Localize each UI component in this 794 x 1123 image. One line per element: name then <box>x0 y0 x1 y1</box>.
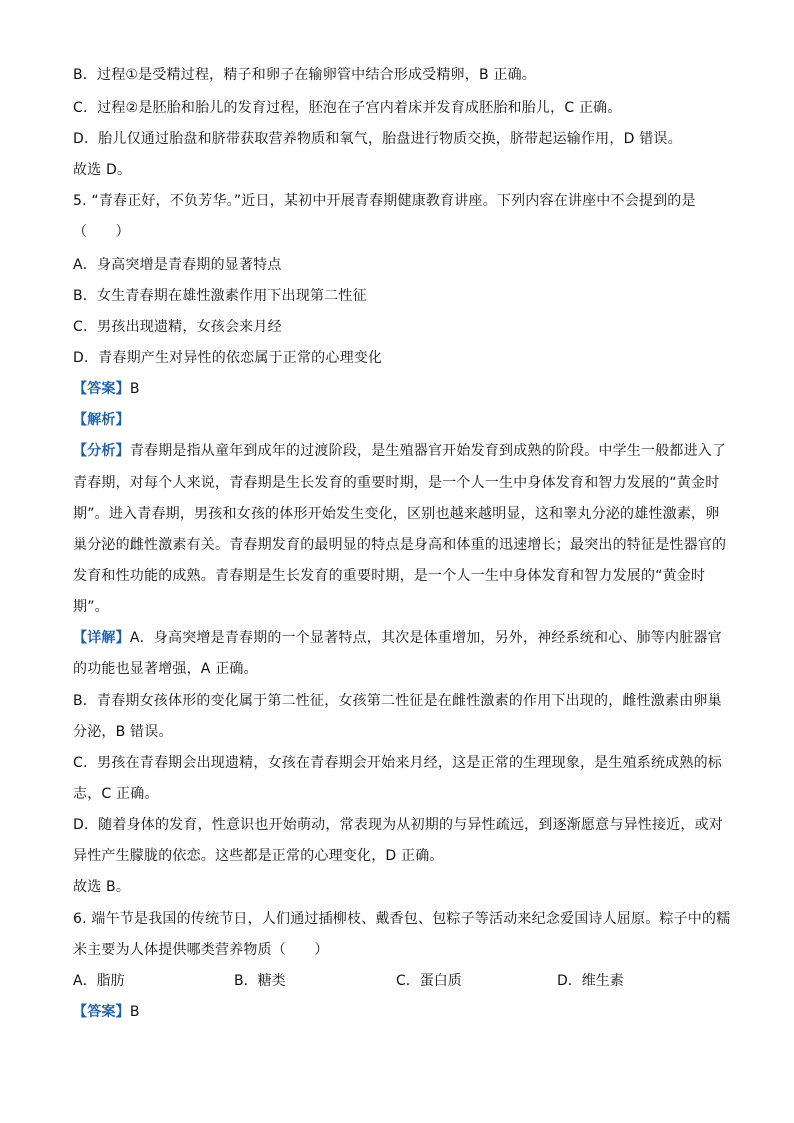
q5-fenxi-line-1 <box>73 440 734 462</box>
q5-fenxi-line-6: 期”。 <box>73 599 109 615</box>
q6-stem-line-1: 6. 端午节是我国的传统节日，人们通过插柳枝、戴香包、包粽子等活动来纪念爱国诗人屈原。粽子中的糯 <box>73 911 731 927</box>
q6-stem-line-2: 米主要为人体提供哪类营养物质（ ） <box>73 942 329 958</box>
q5-fenxi-line-3: 期”。进入青春期，男孩和女孩的体形开始发生变化，区别也越来越明显，这和睾丸分泌的雄性激素，卵 <box>73 506 720 522</box>
q5-xiangjie-line-5: C．男孩在青春期会出现遗精，女孩在青春期会开始来月经，这是正常的生理现象，是生殖系统成熟的标 <box>73 755 722 771</box>
q4-option-c-explanation: C．过程②是胚胎和胎儿的发育过程，胚泡在子宫内着床并发育成胚胎和胎儿，C 正确。 <box>73 100 622 116</box>
jiexi-tag: 【解析】 <box>73 412 130 428</box>
q5-option-c: C．男孩出现遗精，女孩会来月经 <box>73 319 282 335</box>
q5-xiangjie-line-4: 分泌，B 错误。 <box>73 724 173 740</box>
xiangjie-tag: 【详解】 <box>73 630 130 646</box>
q4-option-d-explanation: D．胎儿仅通过胎盘和脐带获取营养物质和氧气，胎盘进行物质交换，脐带起运输作用，D 错误。 <box>73 131 682 147</box>
q5-fenxi-line-2: 青春期，对每个人来说，青春期是生长发育的重要时期，是一个人一生中身体发育和智力发展的“黄金时 <box>73 475 720 491</box>
answer-tag: 【答案】 <box>73 1004 130 1020</box>
q6-option-a: A．脂肪 <box>73 973 125 989</box>
q5-conclusion: 故选 B。 <box>73 879 131 895</box>
q5-xiangjie-line-1 <box>73 627 734 649</box>
q5-fenxi-line-5: 发育和性功能的成熟。青春期是生长发育的重要时期，是一个人一生中身体发育和智力发展的“黄金时 <box>73 568 706 584</box>
fenxi-tag: 【分析】 <box>73 443 130 459</box>
answer-value: B <box>129 1004 140 1020</box>
answer-value: B <box>129 381 140 397</box>
q5-xiangjie-line-6: 志，C 正确。 <box>73 786 159 802</box>
q5-stem-line-1: 5. “青春正好，不负芳华。”近日，某初中开展青春期健康教育讲座。下列内容在讲座中不会提到的是 <box>73 193 696 209</box>
q5-xiangjie-line-8: 异性产生朦胧的依恋。这些都是正常的心理变化，D 正确。 <box>73 848 444 864</box>
q5-option-a: A．身高突增是青春期的显著特点 <box>73 257 282 273</box>
answer-tag: 【答案】 <box>73 381 130 397</box>
q5-fenxi-line-4: 巢分泌的雌性激素有关。青春期发育的最明显的特点是身高和体重的迅速增长；最突出的特征是性器官的 <box>73 537 727 553</box>
q5-stem-line-2: （ ） <box>73 224 130 240</box>
q4-option-b-explanation: B．过程①是受精过程，精子和卵子在输卵管中结合形成受精卵，B 正确。 <box>73 67 537 83</box>
q5-xiangjie-line-3: B．青春期女孩体形的变化属于第二性征，女孩第二性征是在雌性激素的作用下出现的，雌性激素由卵巢 <box>73 693 722 709</box>
q5-option-b: B．女生青春期在雄性激素作用下出现第二性征 <box>73 288 367 304</box>
q5-option-d: D．青春期产生对异性的依恋属于正常的心理变化 <box>73 350 383 366</box>
q5-xiangjie-line-7: D．随着身体的发育，性意识也开始萌动，常表现为从初期的与异性疏远，到逐渐愿意与异性接近，或对 <box>73 817 723 833</box>
q6-option-c: C．蛋白质 <box>396 973 462 989</box>
q5-answer <box>73 378 734 400</box>
q5-xiangjie-line-2: 的功能也显著增强，A 正确。 <box>73 661 258 677</box>
q6-option-d: D．维生素 <box>557 973 624 989</box>
q5-jiexi-heading <box>73 409 734 431</box>
xiangjie-text: A．身高突增是青春期的一个显著特点，其次是体重增加，另外，神经系统和心、肺等内脏器官 <box>129 630 722 646</box>
q6-answer <box>73 1001 734 1023</box>
q4-conclusion: 故选 D。 <box>73 162 132 178</box>
fenxi-text: 青春期是指从童年到成年的过渡阶段，是生殖器官开始发育到成熟的阶段。中学生一般都进入了 <box>129 443 727 459</box>
q6-option-b: B．糖类 <box>234 973 286 989</box>
